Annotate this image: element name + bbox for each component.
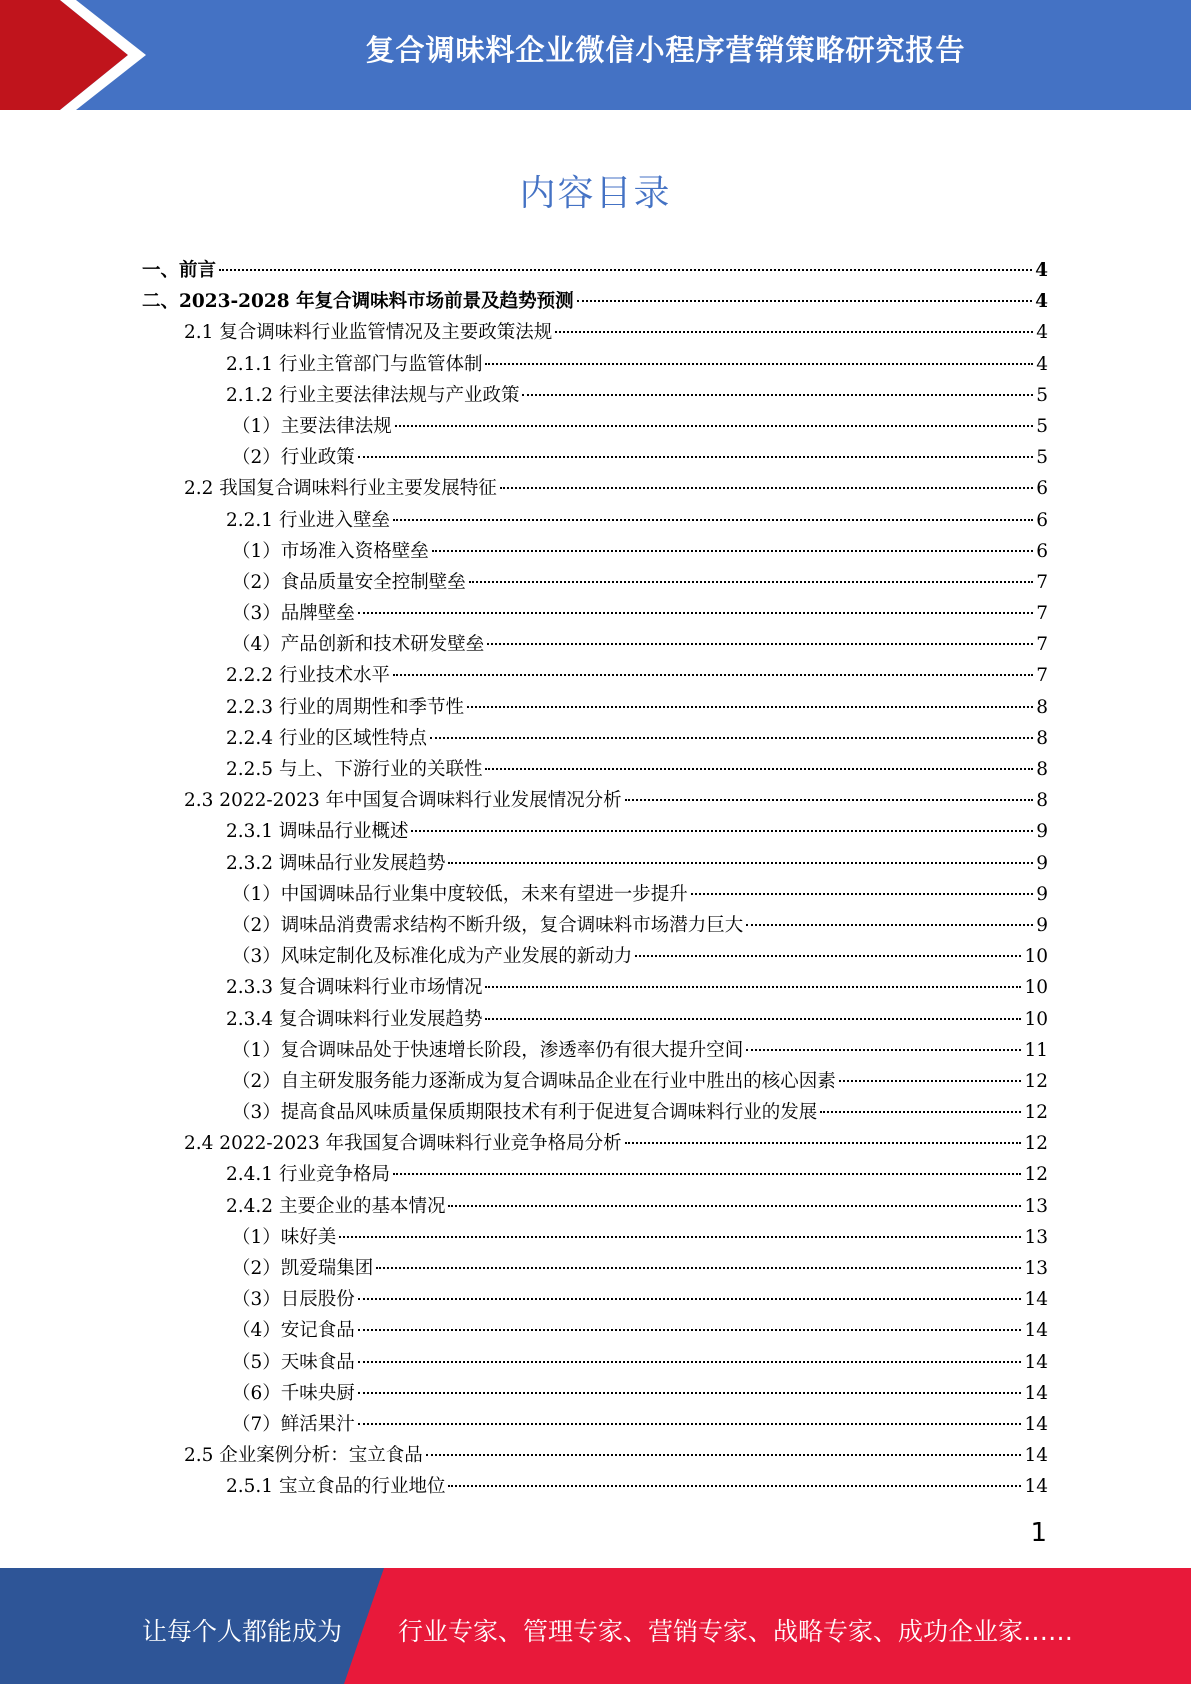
toc-entry-page: 5 bbox=[1036, 447, 1048, 469]
toc-entry-label: 2.3.4 复合调味料行业发展趋势 bbox=[226, 1008, 483, 1030]
toc-entry[interactable] bbox=[142, 598, 1048, 629]
toc-entry-label: （3）品牌壁垒 bbox=[232, 603, 355, 625]
toc-entry-page: 5 bbox=[1036, 384, 1048, 406]
toc-entry-label: （2）行业政策 bbox=[232, 447, 355, 469]
toc-leader-dots bbox=[485, 1018, 1021, 1020]
toc-entry-label: 二、2023-2028 年复合调味料市场前景及趋势预测 bbox=[142, 291, 574, 313]
toc-entry-page: 10 bbox=[1024, 946, 1048, 968]
toc-entry-page: 14 bbox=[1024, 1413, 1048, 1435]
toc-entry[interactable] bbox=[142, 1004, 1048, 1035]
toc-entry-label: （3）风味定制化及标准化成为产业发展的新动力 bbox=[232, 946, 633, 968]
toc-entry-label: （1）复合调味品处于快速增长阶段，渗透率仍有很大提升空间 bbox=[232, 1039, 744, 1061]
toc-entry-page: 14 bbox=[1024, 1289, 1048, 1311]
toc-entry-page: 8 bbox=[1036, 696, 1048, 718]
toc-entry-label: （1）中国调味品行业集中度较低，未来有望进一步提升 bbox=[232, 883, 688, 905]
toc-entry[interactable] bbox=[142, 972, 1048, 1003]
toc-entry-label: 2.1.2 行业主要法律法规与产业政策 bbox=[226, 384, 520, 406]
toc-entry[interactable] bbox=[142, 442, 1048, 473]
toc-entry[interactable] bbox=[142, 816, 1048, 847]
toc-entry-label: 2.4 2022-2023 年我国复合调味料行业竞争格局分析 bbox=[184, 1133, 622, 1155]
toc-leader-dots bbox=[430, 737, 1033, 739]
toc-leader-dots bbox=[625, 799, 1034, 801]
toc-entry-label: 2.1.1 行业主管部门与监管体制 bbox=[226, 353, 483, 375]
toc-leader-dots bbox=[625, 1142, 1022, 1144]
toc-leader-dots bbox=[555, 331, 1033, 333]
toc-entry-label: 2.2.1 行业进入壁垒 bbox=[226, 509, 390, 531]
page-number: 1 bbox=[1030, 1518, 1047, 1548]
toc-entry-page: 12 bbox=[1024, 1133, 1048, 1155]
toc-entry-label: 2.2 我国复合调味料行业主要发展特征 bbox=[184, 478, 497, 500]
toc-leader-dots bbox=[448, 1205, 1021, 1207]
toc-entry-page: 6 bbox=[1036, 478, 1048, 500]
toc-leader-dots bbox=[469, 581, 1033, 583]
toc-entry-page: 10 bbox=[1024, 977, 1048, 999]
toc-entry[interactable] bbox=[142, 848, 1048, 879]
toc-entry-page: 9 bbox=[1036, 821, 1048, 843]
toc-leader-dots bbox=[358, 1392, 1022, 1394]
toc-leader-dots bbox=[393, 519, 1033, 521]
toc-entry-page: 12 bbox=[1024, 1164, 1048, 1186]
toc-entry-page: 8 bbox=[1036, 790, 1048, 812]
toc-entry-label: （1）味好美 bbox=[232, 1226, 337, 1248]
toc-leader-dots bbox=[358, 456, 1033, 458]
toc-entry-page: 5 bbox=[1036, 415, 1048, 437]
toc-leader-dots bbox=[393, 1173, 1021, 1175]
toc-entry-label: （1）主要法律法规 bbox=[232, 415, 392, 437]
toc-entry-page: 12 bbox=[1024, 1070, 1048, 1092]
toc-entry[interactable] bbox=[142, 349, 1048, 380]
toc-entry-label: 2.3.3 复合调味料行业市场情况 bbox=[226, 977, 483, 999]
toc-entry[interactable] bbox=[142, 1097, 1048, 1128]
toc-leader-dots bbox=[746, 924, 1033, 926]
toc-entry[interactable] bbox=[142, 910, 1048, 941]
toc-leader-dots bbox=[577, 300, 1033, 302]
toc-entry-page: 4 bbox=[1035, 291, 1048, 313]
toc-entry-page: 6 bbox=[1036, 509, 1048, 531]
toc-leader-dots bbox=[485, 768, 1033, 770]
toc-leader-dots bbox=[426, 1454, 1022, 1456]
toc-entry-label: （1）市场准入资格壁垒 bbox=[232, 540, 429, 562]
toc-entry[interactable] bbox=[142, 1191, 1048, 1222]
toc-entry[interactable] bbox=[142, 1159, 1048, 1190]
toc-entry-label: （2）凯爱瑞集团 bbox=[232, 1258, 374, 1279]
toc-entry[interactable] bbox=[142, 286, 1048, 317]
toc-entry[interactable] bbox=[142, 1284, 1048, 1315]
toc-entry-page: 12 bbox=[1024, 1102, 1048, 1124]
toc-entry-page: 4 bbox=[1035, 260, 1048, 281]
toc-leader-dots bbox=[376, 1267, 1021, 1269]
toc-leader-dots bbox=[339, 1236, 1021, 1238]
toc-entry-label: （3）提高食品风味质量保质期限技术有利于促进复合调味料行业的发展 bbox=[232, 1102, 818, 1124]
toc-leader-dots bbox=[432, 550, 1033, 552]
toc-entry-page: 9 bbox=[1036, 852, 1048, 874]
toc-entry-page: 14 bbox=[1024, 1445, 1048, 1467]
toc-entry-page: 13 bbox=[1024, 1195, 1048, 1217]
toc-entry-page: 8 bbox=[1036, 759, 1048, 780]
toc-entry-page: 10 bbox=[1024, 1008, 1048, 1030]
toc-leader-dots bbox=[485, 363, 1033, 365]
toc-entry[interactable] bbox=[142, 411, 1048, 442]
toc-entry-page: 4 bbox=[1036, 322, 1048, 344]
toc-leader-dots bbox=[448, 1485, 1021, 1487]
toc-entry[interactable] bbox=[142, 785, 1048, 816]
header-title: 复合调味料企业微信小程序营销策略研究报告 bbox=[365, 33, 966, 67]
toc-entry[interactable] bbox=[142, 255, 1048, 286]
toc-entry[interactable] bbox=[142, 879, 1048, 910]
toc-entry[interactable] bbox=[142, 1440, 1048, 1471]
toc-entry-label: （6）千味央厨 bbox=[232, 1382, 355, 1404]
toc-entry-label: （2）调味品消费需求结构不断升级，复合调味料市场潜力巨大 bbox=[232, 914, 744, 936]
toc-entry[interactable] bbox=[142, 1222, 1048, 1253]
toc-leader-dots bbox=[411, 830, 1033, 832]
toc-entry-page: 7 bbox=[1036, 634, 1048, 656]
toc-entry[interactable] bbox=[142, 723, 1048, 754]
toc-entry-page: 8 bbox=[1036, 727, 1048, 749]
toc-entry[interactable] bbox=[142, 505, 1048, 536]
toc-leader-dots bbox=[485, 986, 1021, 988]
toc-entry-page: 14 bbox=[1024, 1351, 1048, 1373]
toc-leader-dots bbox=[487, 643, 1033, 645]
toc-leader-dots bbox=[358, 1329, 1022, 1331]
toc-leader-dots bbox=[500, 487, 1033, 489]
toc-entry-page: 13 bbox=[1024, 1258, 1048, 1279]
toc-entry-label: 2.2.5 与上、下游行业的关联性 bbox=[226, 759, 483, 780]
toc-entry[interactable] bbox=[142, 1315, 1048, 1346]
toc-entry-label: （7）鲜活果汁 bbox=[232, 1413, 355, 1435]
toc-entry-label: （2）食品质量安全控制壁垒 bbox=[232, 571, 466, 593]
toc-entry-label: （3）日辰股份 bbox=[232, 1289, 355, 1311]
toc-entry-label: （2）自主研发服务能力逐渐成为复合调味品企业在行业中胜出的核心因素 bbox=[232, 1070, 836, 1092]
toc-entry[interactable] bbox=[142, 1409, 1048, 1440]
toc-entry[interactable] bbox=[142, 473, 1048, 504]
toc-leader-dots bbox=[467, 706, 1033, 708]
toc-entry[interactable] bbox=[142, 660, 1048, 691]
toc-leader-dots bbox=[522, 394, 1033, 396]
toc-entry-page: 7 bbox=[1036, 665, 1048, 687]
toc-entry-page: 4 bbox=[1036, 353, 1048, 375]
toc-entry-label: 2.3.2 调味品行业发展趋势 bbox=[226, 852, 446, 874]
toc-entry-label: 2.1 复合调味料行业监管情况及主要政策法规 bbox=[184, 322, 553, 344]
toc-entry-label: 一、前言 bbox=[142, 260, 217, 281]
toc-entry-page: 14 bbox=[1024, 1382, 1048, 1404]
toc-entry-label: 2.3.1 调味品行业概述 bbox=[226, 821, 409, 843]
toc-entry[interactable] bbox=[142, 1253, 1048, 1284]
toc-entry-label: 2.5 企业案例分析：宝立食品 bbox=[184, 1445, 423, 1467]
toc-entry[interactable] bbox=[142, 941, 1048, 972]
toc-entry[interactable] bbox=[142, 380, 1048, 411]
footer-slogan-left: 让每个人都能成为 bbox=[142, 1617, 343, 1646]
toc-title: 内容目录 bbox=[519, 173, 672, 214]
toc-leader-dots bbox=[358, 612, 1033, 614]
toc-entry[interactable] bbox=[142, 1066, 1048, 1097]
toc-leader-dots bbox=[448, 862, 1033, 864]
toc-entry-label: 2.4.2 主要企业的基本情况 bbox=[226, 1195, 446, 1217]
toc-entry[interactable] bbox=[142, 629, 1048, 660]
toc-leader-dots bbox=[358, 1298, 1022, 1300]
toc-entry[interactable] bbox=[142, 754, 1048, 785]
toc-entry[interactable] bbox=[142, 317, 1048, 348]
toc-entry[interactable] bbox=[142, 1471, 1048, 1502]
toc-entry[interactable] bbox=[142, 692, 1048, 723]
toc-entry[interactable] bbox=[142, 1347, 1048, 1378]
toc-entry-page: 9 bbox=[1036, 883, 1048, 905]
toc-entry-label: 2.3 2022-2023 年中国复合调味料行业发展情况分析 bbox=[184, 790, 622, 812]
toc-entry-label: （4）安记食品 bbox=[232, 1320, 355, 1342]
toc-entry-label: （5）天味食品 bbox=[232, 1351, 355, 1373]
toc-entry[interactable] bbox=[142, 1128, 1048, 1159]
toc-leader-dots bbox=[839, 1080, 1022, 1082]
toc-leader-dots bbox=[635, 955, 1021, 957]
toc-entry[interactable] bbox=[142, 1378, 1048, 1409]
toc-entry-label: 2.2.4 行业的区域性特点 bbox=[226, 727, 427, 749]
toc-leader-dots bbox=[358, 1361, 1022, 1363]
toc-entry[interactable] bbox=[142, 567, 1048, 598]
toc-entry-label: 2.2.2 行业技术水平 bbox=[226, 665, 390, 687]
page-footer bbox=[0, 1568, 1191, 1684]
table-of-contents bbox=[142, 255, 1048, 1503]
toc-entry-label: 2.2.3 行业的周期性和季节性 bbox=[226, 696, 464, 718]
toc-entry-page: 6 bbox=[1036, 540, 1048, 562]
toc-entry-page: 7 bbox=[1036, 603, 1048, 625]
toc-entry-page: 14 bbox=[1024, 1320, 1048, 1342]
toc-leader-dots bbox=[393, 674, 1033, 676]
toc-leader-dots bbox=[395, 425, 1033, 427]
toc-entry[interactable] bbox=[142, 536, 1048, 567]
toc-entry-label: 2.5.1 宝立食品的行业地位 bbox=[226, 1476, 446, 1498]
toc-entry-page: 7 bbox=[1036, 571, 1048, 593]
toc-entry[interactable] bbox=[142, 1035, 1048, 1066]
toc-leader-dots bbox=[358, 1423, 1022, 1425]
page-header bbox=[0, 0, 1191, 110]
toc-leader-dots bbox=[820, 1111, 1021, 1113]
toc-entry-label: 2.4.1 行业竞争格局 bbox=[226, 1164, 390, 1186]
toc-entry-label: （4）产品创新和技术研发壁垒 bbox=[232, 634, 485, 656]
toc-entry-page: 9 bbox=[1036, 914, 1048, 936]
footer-slogan-right: 行业专家、管理专家、营销专家、战略专家、成功企业家…… bbox=[398, 1617, 1074, 1646]
toc-leader-dots bbox=[691, 893, 1033, 895]
toc-entry-page: 11 bbox=[1024, 1039, 1048, 1061]
toc-leader-dots bbox=[746, 1049, 1021, 1051]
toc-entry-page: 13 bbox=[1024, 1226, 1048, 1248]
toc-entry-page: 14 bbox=[1024, 1476, 1048, 1498]
toc-leader-dots bbox=[219, 269, 1032, 271]
